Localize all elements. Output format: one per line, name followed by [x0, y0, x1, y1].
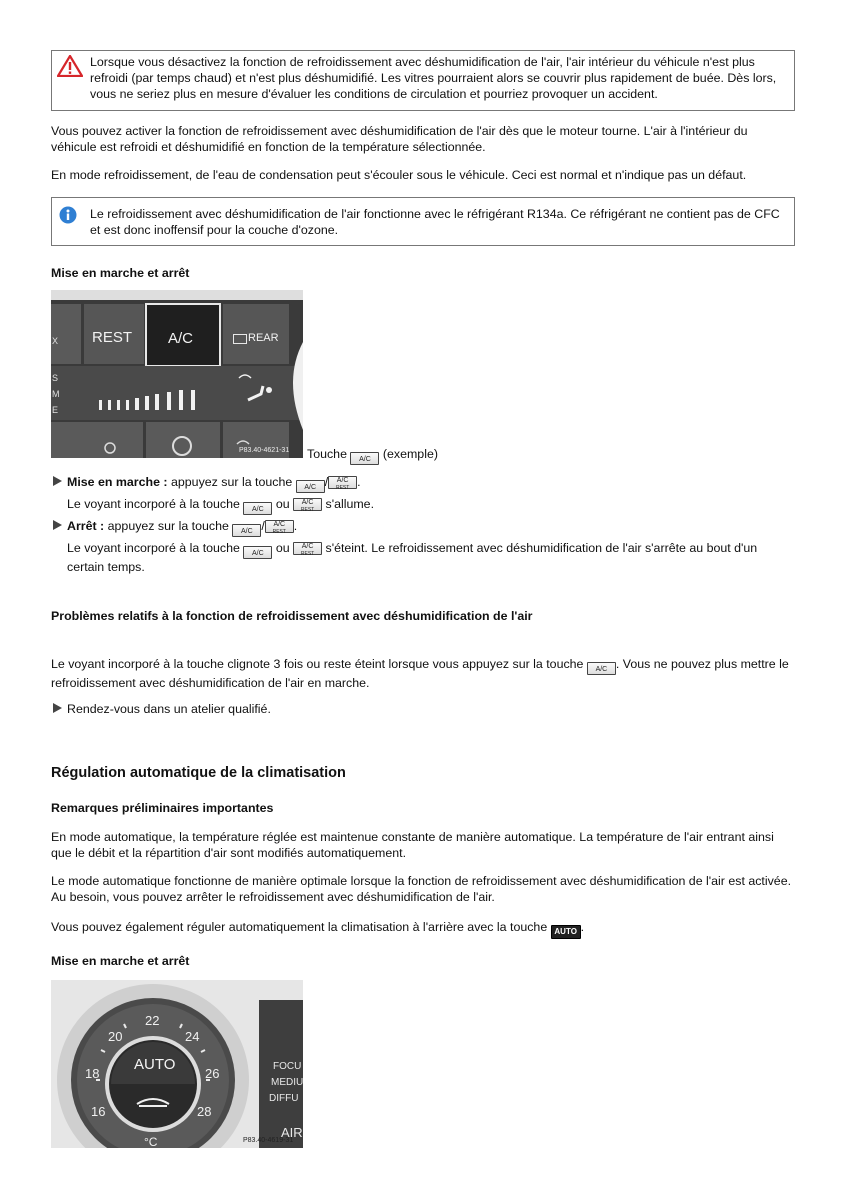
section-heading: Mise en marche et arrêt — [51, 266, 190, 280]
rear-defrost-icon — [233, 334, 247, 344]
temp-16: 16 — [91, 1104, 106, 1119]
auto-dial-figure — [51, 980, 303, 1148]
paragraph: Le mode automatique fonctionne de manière optimale lorsque la fonction de refroidissement avec déshumidification de l'air est activée. Au besoin, vous pouvez arrêter le refroidissement avec déshumidification de l'air. — [51, 874, 792, 904]
side-label-x: X — [52, 336, 59, 346]
side-label-m: M — [52, 389, 60, 399]
auto-button: AUTO — [134, 1056, 176, 1073]
side-label-e: E — [52, 405, 59, 415]
auto-key-icon: AUTO — [551, 925, 581, 939]
label-air: AIR — [281, 1125, 303, 1140]
subsection-heading: Remarques préliminaires importantes — [51, 801, 274, 815]
rest-button: REST — [92, 329, 133, 346]
section-title: Régulation automatique de la climatisation — [51, 765, 346, 781]
rear-button: REAR — [248, 332, 279, 344]
ac-rest-key-icon: A/C REST — [265, 520, 294, 533]
temp-unit: °C — [144, 1135, 158, 1148]
ac-key-icon: A/C — [296, 480, 325, 493]
warning-text: Lorsque vous désactivez la fonction de refroidissement avec déshumidification de l'air, l'air intérieur du véhicule n'est plus refroidi (par temps chaud) et n'est plus déshumidifié. Les vitres pourraient alors se couvrir plus rapidement de buée. Dès lors, vous ne seriez plus en mesure d'évaluer les conditions de circulation et pourriez provoquer un accident. — [90, 55, 777, 101]
led-on-text: Le voyant incorporé à la touche A/C ou A/C REST s'allume. — [67, 497, 375, 513]
info-box — [51, 197, 795, 246]
ac-rest-key-icon: A/C REST — [328, 476, 357, 489]
temp-20: 20 — [108, 1029, 123, 1044]
ac-panel-illustration — [51, 290, 303, 458]
info-text: Le refroidissement avec déshumidification de l'air fonctionne avec le réfrigérant R134a. Ce réfrigérant ne contient pas de CFC et est donc inoffensif pour la couche d'ozone. — [90, 207, 780, 237]
ac-key-icon: A/C — [232, 524, 261, 537]
ac-key-icon: A/C — [243, 502, 272, 515]
paragraph: Vous pouvez activer la fonction de refroidissement avec déshumidification de l'air dès que le moteur tourne. L'air à l'intérieur du véhicule est refroidi et déshumidifié en fonction de la température sélectionnée. — [51, 124, 748, 154]
label-medium: MEDIU — [271, 1077, 303, 1088]
paragraph: Le voyant incorporé à la touche clignote 3 fois ou reste éteint lorsque vous appuyez sur la touche A/C . Vous ne pouvez plus mettre le refroidissement avec déshumidification de l'air en marche. — [51, 657, 789, 690]
temp-22: 22 — [145, 1013, 160, 1028]
ac-key-icon: A/C — [350, 452, 379, 465]
bullet-arrow-icon — [53, 703, 62, 713]
auto-dial-illustration — [51, 980, 303, 1148]
ac-panel-figure — [51, 290, 303, 458]
led-off-text: Le voyant incorporé à la touche A/C ou A/C REST s'éteint. Le refroidissement avec déshumidification de l'air s'arrête au bout d'un certain temps. — [67, 541, 758, 574]
temp-18: 18 — [85, 1066, 100, 1081]
temp-26: 26 — [205, 1066, 220, 1081]
paragraph: En mode automatique, la température réglée est maintenue constante de manière automatique. La température de l'air entrant ainsi que le débit et la répartition d'air sont modifiés automatiquement. — [51, 830, 774, 860]
bullet-arrow-icon — [53, 520, 62, 530]
temp-24: 24 — [185, 1029, 200, 1044]
action-text: Rendez-vous dans un atelier qualifié. — [67, 702, 271, 716]
figure-caption: Touche A/C (exemple) — [307, 447, 438, 463]
ac-key-icon: A/C — [587, 662, 616, 675]
instruction-off: Arrêt : appuyez sur la touche A/C / A/C REST . — [67, 519, 298, 535]
ac-rest-key-icon: A/C REST — [293, 542, 322, 555]
warning-box — [51, 50, 795, 111]
paragraph: En mode refroidissement, de l'eau de condensation peut s'écouler sous le véhicule. Ceci est normal et n'indique pas un défaut. — [51, 168, 747, 182]
bullet-arrow-icon — [53, 476, 62, 486]
warning-icon — [57, 55, 83, 81]
ac-key-icon: A/C — [243, 546, 272, 559]
section-heading: Mise en marche et arrêt — [51, 954, 190, 968]
ac-button: A/C — [168, 330, 194, 347]
figure-code: P83.40-4619-31 — [243, 1137, 294, 1144]
section-heading: Problèmes relatifs à la fonction de refroidissement avec déshumidification de l'air — [51, 609, 533, 623]
label-focus: FOCU — [273, 1061, 302, 1072]
side-label-s: S — [52, 373, 59, 383]
paragraph: Vous pouvez également réguler automatiquement la climatisation à l'arrière avec la touche AUTO . — [51, 919, 795, 939]
figure-code: P83.40-4621-31 — [239, 447, 290, 454]
label-diffuse: DIFFU — [269, 1093, 299, 1104]
ac-rest-key-icon: A/C REST — [293, 498, 322, 511]
instruction-on: Mise en marche : appuyez sur la touche A/C / A/C REST . — [67, 475, 361, 491]
temp-28: 28 — [197, 1104, 212, 1119]
info-icon — [59, 206, 77, 228]
